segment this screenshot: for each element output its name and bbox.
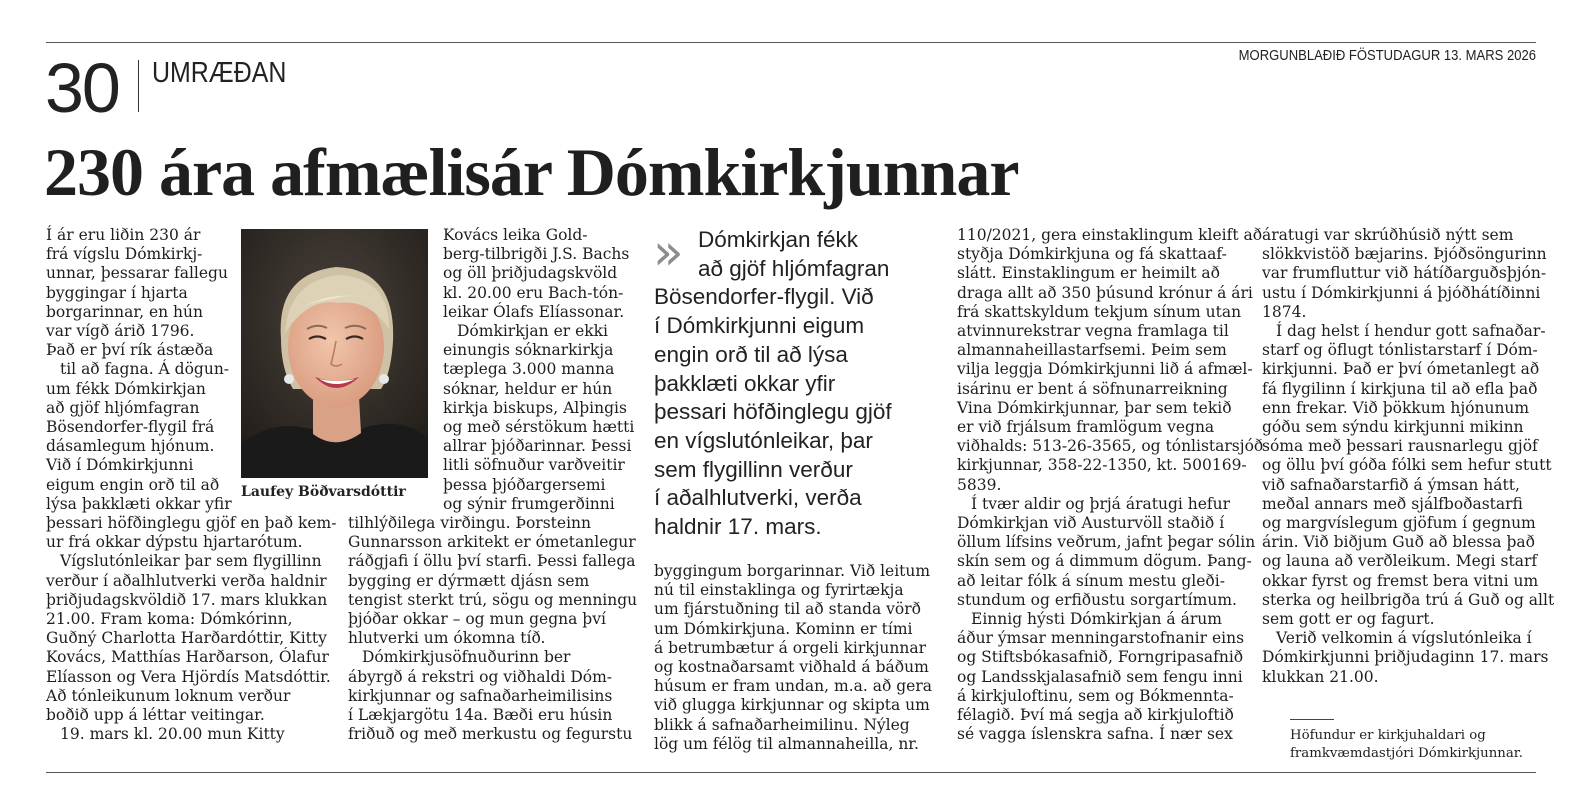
text-line: sé vagga íslenskra safna. Í nær sex [957,725,1233,744]
author-note-rule [1290,719,1334,720]
top-rule [46,42,1536,43]
photo-caption: Laufey Böðvarsdóttir [241,484,406,500]
text-line: blikk á safnaðarheimilinu. Nýleg [654,715,910,734]
text-line: slátt. Einstaklingum er heimilt að [957,264,1220,283]
text-line: borgarinnar, en hún [46,302,203,321]
col1-bottom-text [46,514,336,744]
text-line: Vígslutónleikar þar sem flygillinn [60,552,322,571]
text-line: þriðjudagskvöldið 17. mars klukkan [46,590,328,609]
text-line: í Lækjargötu 14a. Bæði eru húsin [348,706,613,725]
text-line: Kovács, Matthías Harðarson, Ólafur [46,648,329,667]
text-line: og Landsskjalasafnið sem fengu inni [957,667,1243,686]
text-line: stundum og erfiðustu sorgartímum. [957,590,1237,609]
col5-text [1262,226,1554,687]
section-title: UMRÆÐAN [152,57,287,89]
text-line: sem gott er og fagurt. [1262,610,1435,629]
text-line: Guðný Charlotta Harðardóttir, Kitty [46,629,327,648]
text-line: Dómkirkjan er ekki [457,322,608,341]
text-line: og öll þriðjudagskvöld [443,264,618,283]
text-line: til að fagna. Á dögun- [60,360,230,379]
text-line: fá flygilinn í kirkjuna til að efla það [1262,379,1538,398]
text-line: Gunnarsson arkitekt er ómetanlegur [348,533,636,552]
text-line: og öllu því góða fólki sem hefur stutt [1262,456,1552,475]
text-line: og með sérstökum hætti [443,418,635,437]
pull-quote [654,226,892,542]
dateline: MORGUNBLAÐIÐ FÖSTUDAGUR 13. MARS 2026 [1238,48,1536,64]
text-line: Í tvær aldir og þrjá áratugi hefur [971,494,1231,513]
text-line: í Dómkirkjunni eigum [654,313,865,339]
text-line: Verið velkomin á vígslutónleika í [1276,629,1532,648]
author-photo [241,229,428,478]
text-line: Elíasson og Vera Hjördís Matsdóttir. [46,667,331,686]
text-line: Í dag helst í hendur gott safnaðar- [1276,322,1546,341]
text-line: frá vígslu Dómkirkj- [46,245,203,264]
portrait-image [241,229,428,478]
text-line: eigum engin orð til að [46,475,220,494]
text-line: er við frjálsum framlögum vegna [957,418,1215,437]
author-note [1290,727,1523,763]
page-number: 30 [45,49,119,127]
text-line: ráðgjafi í öllu því starfi. Þessi fallega [348,552,636,571]
text-line: Það er því rík ástæða [46,341,214,360]
text-line: viðhalds: 513-26-3565, og tónlistarsjóð [957,437,1264,456]
text-line: og sýnir frumgerðinni [443,494,615,513]
text-line: friðuð og með merkustu og fegurstu [348,725,633,744]
col4-text [957,226,1263,744]
text-line: kirkjunnar og safnaðarheimilisins [348,686,613,705]
text-line: um fjárstuðning til að standa vörð [654,600,921,619]
text-line: og Stiftsbókasafnið, Forngripasafnið [957,648,1244,667]
text-line: tæplega 3.000 manna [443,360,615,379]
text-line: okkar fyrst og fremst bera vitni um [1262,571,1539,590]
text-line: byggingar í hjarta [46,283,188,302]
text-line: var vígð árið 1796. [46,322,195,341]
text-line: þessa þjóðargersemi [443,475,606,494]
text-line: klukkan 21.00. [1262,667,1379,686]
text-line: leikar Ólafs Elíassonar. [443,302,625,321]
col3-text [654,562,932,754]
text-line: lög um félög til almannaheilla, nr. [654,734,919,753]
text-line: þakklæti okkar yfir [654,370,836,396]
text-line: um fékk Dómkirkjan [46,379,206,398]
text-line: litli söfnuður varðveitir [443,456,625,475]
text-line: en vígslutónleikar, þar [654,427,873,453]
text-line: hlutverki um ókomna tíð. [348,629,546,648]
text-line: dásamlegum hjónum. [46,437,215,456]
col1-top-text [46,226,232,514]
text-line: byggingum borgarinnar. Við leitum [654,562,931,580]
text-line: unnar, þessarar fallegu [46,264,228,283]
text-line: 110/2021, gera einstaklingum kleift að [957,226,1263,244]
header-separator [138,60,139,112]
text-line: á betrumbætur á orgeli kirkjunnar [654,638,927,657]
text-line: meðal annars með sjálfboðastarfi [1262,494,1523,513]
text-line: 1874. [1262,302,1307,321]
text-line: og launa að verðleikum. Megi starf [1262,552,1538,571]
text-line: Vina Dómkirkjunnar, þar sem tekið [957,398,1232,417]
text-line: þessari höfðinglegu gjöf en það kem- [46,514,337,532]
text-line: og kostnaðarsamt viðhald á báðum [654,658,929,677]
text-line: engin orð til að lýsa [654,341,848,367]
text-line: framkvæmdastjóri Dómkirkjunnar. [1290,746,1523,761]
text-line: berg-tilbrigði J.S. Bachs [443,245,630,264]
text-line: í aðalhlutverki, verða [654,485,862,511]
text-line: kirkjunnar, 358-22-1350, kt. 500169- [957,456,1247,475]
text-line: nú til einstaklinga og fyrirtækja [654,581,904,600]
text-line: Að tónleikunum loknum verður [46,686,291,705]
text-line: var frumfluttur við hátíðarguðsþjón- [1262,264,1547,283]
text-line: 5839. [957,475,1002,494]
text-line: við glugga kirkjunnar og skipta um [654,696,930,715]
text-line: sóma með þessari rausnarlegu gjöf [1262,437,1538,456]
text-line: Dómkirkjusöfnuðurinn ber [362,648,571,667]
text-line: sterka og heilbrigða trú á Guð og allt [1262,590,1555,609]
text-line: kirkja biskups, Alþingis [443,398,627,417]
text-line: bygging er dýrmætt djásn sem [348,571,590,590]
text-line: að leitar fólk á sínum mestu gleði- [957,571,1225,590]
text-line: styðja Dómkirkjuna og fá skattaaf- [957,245,1227,264]
text-line: isárinu er bent á söfnunarreikning [957,379,1228,398]
text-line: kirkjunni. Það er því ómetanlegt að [1262,360,1540,379]
text-line: sóknar, heldur er hún [443,379,613,398]
text-line: almannaheillastarfsemi. Þeim sem [957,341,1227,360]
text-line: Kovács leika Gold- [443,226,588,244]
text-line: þjóðar okkar – og mun gegna því [348,610,606,629]
text-line: góðu sem sýndu kirkjunni mikinn [1262,418,1524,437]
text-line: frá skattskyldum tekjum sínum utan [957,302,1242,321]
text-line: haldnir 17. mars. [654,514,822,540]
text-line: boðið upp á léttar veitingar. [46,706,265,725]
text-line: einungis sóknarkirkja [443,341,614,360]
text-line: sem flygillinn verður [654,456,853,482]
col2-top-text [443,226,634,514]
text-line: að gjöf hljómfagran [698,255,890,281]
quote-mark-icon: » [653,223,684,281]
col2-bottom-text [348,514,637,744]
text-line: Bösendorfer-flygil. Við [654,284,874,310]
text-line: verður í aðalhlutverki verða haldnir [46,571,327,590]
text-line: áratugi var skrúðhúsið nýtt sem [1262,226,1514,244]
text-line: Dómkirkjan við Austurvöll staðið í [957,514,1225,533]
text-line: tilhlýðilega virðingu. Þorsteinn [348,514,591,532]
text-line: Dómkirkjunni þriðjudaginn 17. mars [1262,648,1549,667]
text-line: á kirkjuloftinu, sem og Bókmennta- [957,686,1234,705]
text-line: slökkvistöð bæjarins. Þjóðsöngurinn [1262,245,1547,264]
text-line: ur frá okkar dýpstu hjartarótum. [46,533,303,552]
text-line: tengist sterkt trú, sögu og menningu [348,590,638,609]
text-line: starf og öflugt tónlistarstarf í Dóm- [1262,341,1538,360]
article-headline: 230 ára afmælisár Dómkirkjunnar [44,134,1019,210]
text-line: 21.00. Fram koma: Dómkórinn, [46,610,293,629]
text-line: Dómkirkjan fékk [698,227,859,252]
text-line: þessari höfðinglegu gjöf [654,399,892,425]
text-line: lýsa þakklæti okkar yfir [46,494,232,513]
text-line: Við í Dómkirkjunni [46,456,194,475]
text-line: Einnig hýsti Dómkirkjan á árum [971,610,1222,629]
text-line: áður ýmsar menningarstofnanir eins [957,629,1245,648]
text-line: vilja leggja Dómkirkjunni lið á afmæl- [957,360,1253,379]
text-line: ábyrgð á rekstri og viðhaldi Dóm- [348,667,613,686]
text-line: að gjöf hljómfagran [46,398,200,417]
text-line: og margvíslegum gjöfum í gegnum [1262,514,1536,533]
text-line: skín sem og á dimmum dögum. Þang- [957,552,1252,571]
text-line: félagið. Því má segja að kirkjuloftið [957,706,1234,725]
text-line: öllum lífsins veðrum, jafnt þegar sólin [957,533,1256,552]
text-line: Höfundur er kirkjuhaldari og [1290,728,1486,743]
text-line: við safnaðarstarfið á ýmsan hátt, [1262,475,1520,494]
bottom-rule [46,772,1536,773]
text-line: atvinnurekstrar vegna framlaga til [957,322,1229,341]
text-line: enn frekar. Við þökkum hjónunum [1262,398,1530,417]
text-line: 19. mars kl. 20.00 mun Kitty [60,725,285,744]
text-line: Í ár eru liðin 230 ár [46,226,201,244]
text-line: kl. 20.00 eru Bach-tón- [443,283,624,302]
text-line: Bösendorfer-flygil frá [46,418,215,437]
text-line: ustu í Dómkirkjunni á þjóðhátíðinni [1262,283,1541,302]
text-line: um Dómkirkjuna. Kominn er tími [654,619,913,638]
text-line: árin. Við biðjum Guð að blessa það [1262,533,1535,552]
text-line: allrar þjóðarinnar. Þessi [443,437,632,456]
text-line: draga allt að 350 þúsund krónur á ári [957,283,1253,302]
text-line: húsum er fram undan, m.a. að gera [654,677,932,696]
